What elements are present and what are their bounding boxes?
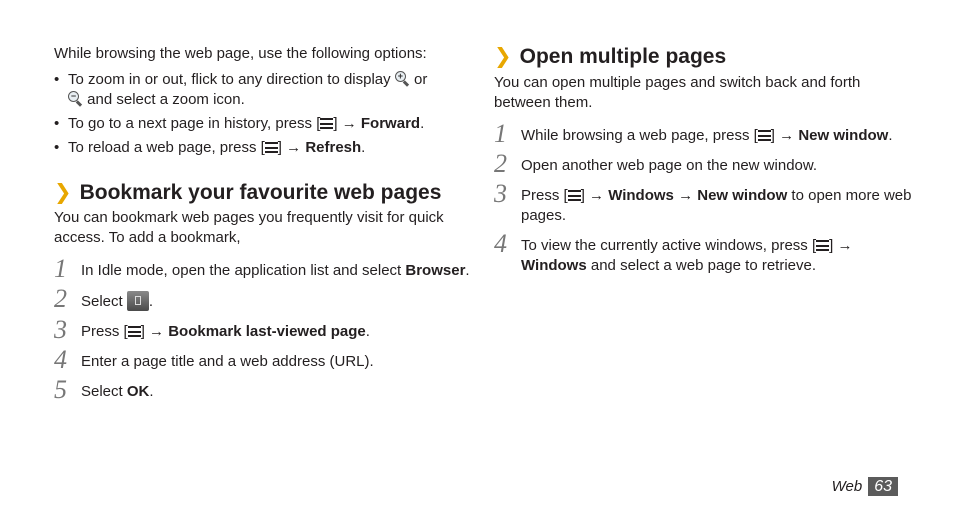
bookmark-icon <box>127 291 149 311</box>
step-item: 1 While browsing a web page, press [ ] → New window. <box>494 119 893 148</box>
menu-key-icon <box>758 130 771 141</box>
multiple-pages-heading: ❯ Open multiple pages <box>494 45 727 68</box>
zoom-out-icon: − <box>68 91 83 106</box>
page-footer <box>832 477 898 497</box>
footer-section-name: Web <box>831 478 863 495</box>
page-number: 63 <box>868 477 898 496</box>
step-item: 2 Open another web page on the new window. <box>494 149 818 178</box>
menu-key-icon <box>816 240 829 251</box>
multiple-pages-steps <box>494 119 914 276</box>
menu-key-icon <box>128 326 141 337</box>
right-column <box>494 44 914 276</box>
step-item: 4 To view the currently active windows, press [ ] → Windows and select a web page to retrieve. <box>494 229 853 274</box>
menu-key-icon <box>320 118 333 129</box>
bookmark-steps <box>54 254 474 404</box>
browsing-intro: While browsing the web page, use the following options: <box>54 45 427 62</box>
zoom-option: • To zoom in or out, flick to any direction to display + or − and select a zoom icon. <box>54 70 474 110</box>
step-item: 4 Enter a page title and a web address (URL). <box>54 345 374 374</box>
menu-key-icon <box>265 142 278 153</box>
reload-option: • To reload a web page, press [ ] → Refresh. <box>54 138 474 158</box>
chevron-right-icon: ❯ <box>54 181 72 204</box>
step-item: 5 Select OK. <box>54 375 154 404</box>
multiple-pages-intro: You can open multiple pages and switch back and forth between them. <box>494 74 861 111</box>
step-item: 3 Press [ ] → Windows → New window to open more web pages. <box>494 179 912 224</box>
bookmark-heading: ❯ Bookmark your favourite web pages <box>54 181 442 204</box>
chevron-right-icon: ❯ <box>494 45 512 68</box>
zoom-in-icon: + <box>395 71 410 86</box>
step-item: 2 Select . <box>54 284 154 313</box>
step-item: 1 In Idle mode, open the application list and select Browser. <box>54 254 470 283</box>
bookmark-intro: You can bookmark web pages you frequently visit for quick access. To add a bookmark, <box>54 209 444 246</box>
menu-key-icon <box>568 190 581 201</box>
forward-option: • To go to a next page in history, press [ ] → Forward. <box>54 114 474 134</box>
left-column <box>54 44 474 402</box>
step-item: 3 Press [ ] → Bookmark last-viewed page. <box>54 315 370 344</box>
browsing-options-list <box>54 70 474 158</box>
